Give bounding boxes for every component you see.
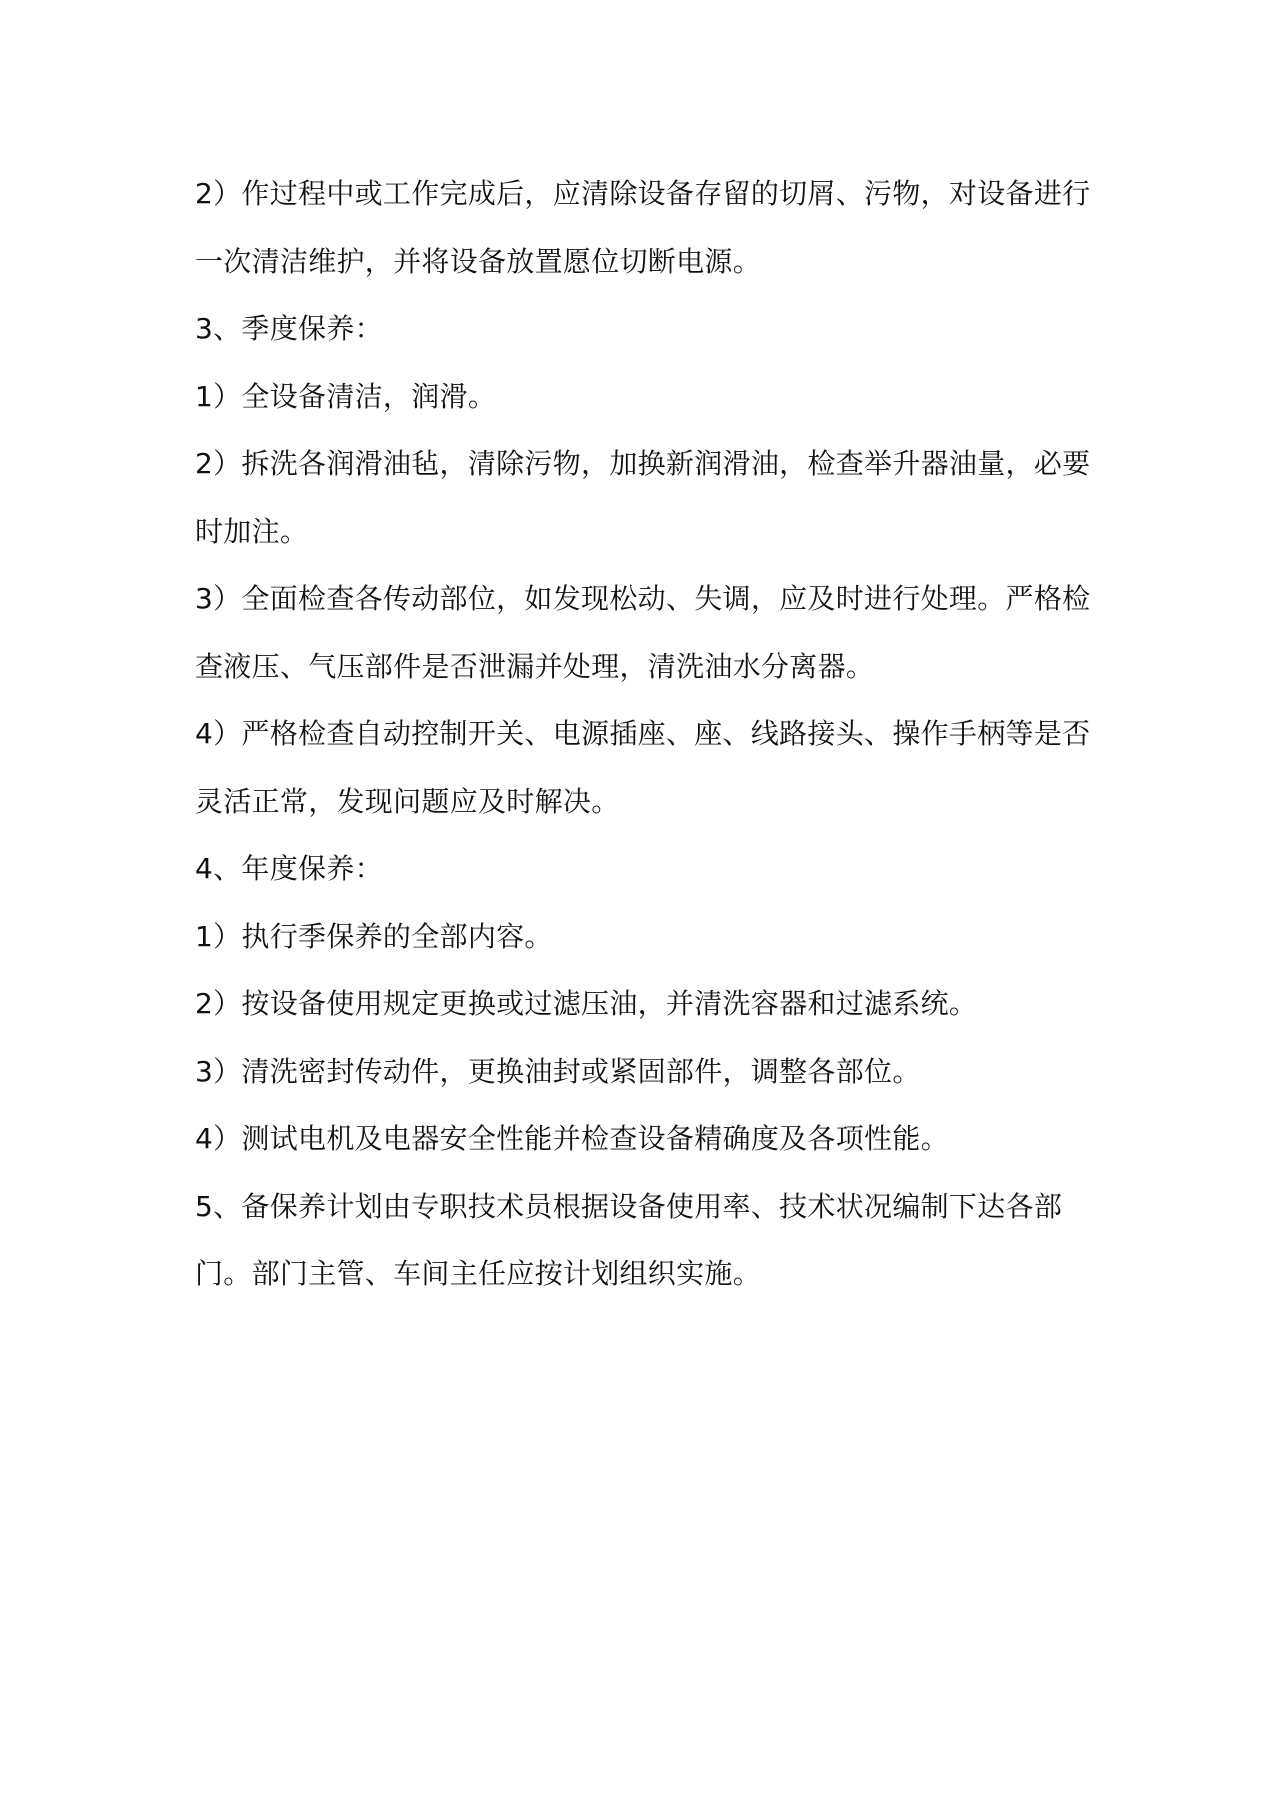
paragraph-annual-4: 4）测试电机及电器安全性能并检查设备精确度及各项性能。 <box>195 1122 949 1155</box>
paragraph-quarterly-2: 2）拆洗各润滑油毡，清除污物，加换新润滑油，检查举升器油量，必要时加注。 <box>195 447 1091 548</box>
paragraph-quarterly-4: 4）严格检查自动控制开关、电源插座、座、线路接头、操作手柄等是否灵活正常，发现问题应及时解决。 <box>195 717 1091 818</box>
paragraph-quarterly-3: 3）全面检查各传动部位，如发现松动、失调，应及时进行处理。严格检查液压、气压部件是否泄漏并处理，清洗油水分离器。 <box>195 582 1091 683</box>
paragraph-shutdown-cleaning: 2）作过程中或工作完成后，应清除设备存留的切屑、污物，对设备进行一次清洁维护，并将设备放置愿位切断电源。 <box>195 177 1091 278</box>
paragraph-maintenance-plan: 5、备保养计划由专职技术员根据设备使用率、技术状况编制下达各部门。部门主管、车间主任应按计划组织实施。 <box>195 1189 1063 1290</box>
paragraph-annual-2: 2）按设备使用规定更换或过滤压油，并清洗容器和过滤系统。 <box>195 987 978 1020</box>
heading-annual-maintenance: 4、年度保养： <box>195 852 383 885</box>
heading-quarterly-maintenance: 3、季度保养： <box>195 312 383 345</box>
paragraph-annual-1: 1）执行季保养的全部内容。 <box>195 919 553 953</box>
paragraph-quarterly-1: 1）全设备清洁，润滑。 <box>195 379 497 413</box>
document-body <box>195 160 1095 1308</box>
paragraph-annual-3: 3）清洗密封传动件，更换油封或紧固部件，调整各部位。 <box>195 1054 921 1088</box>
